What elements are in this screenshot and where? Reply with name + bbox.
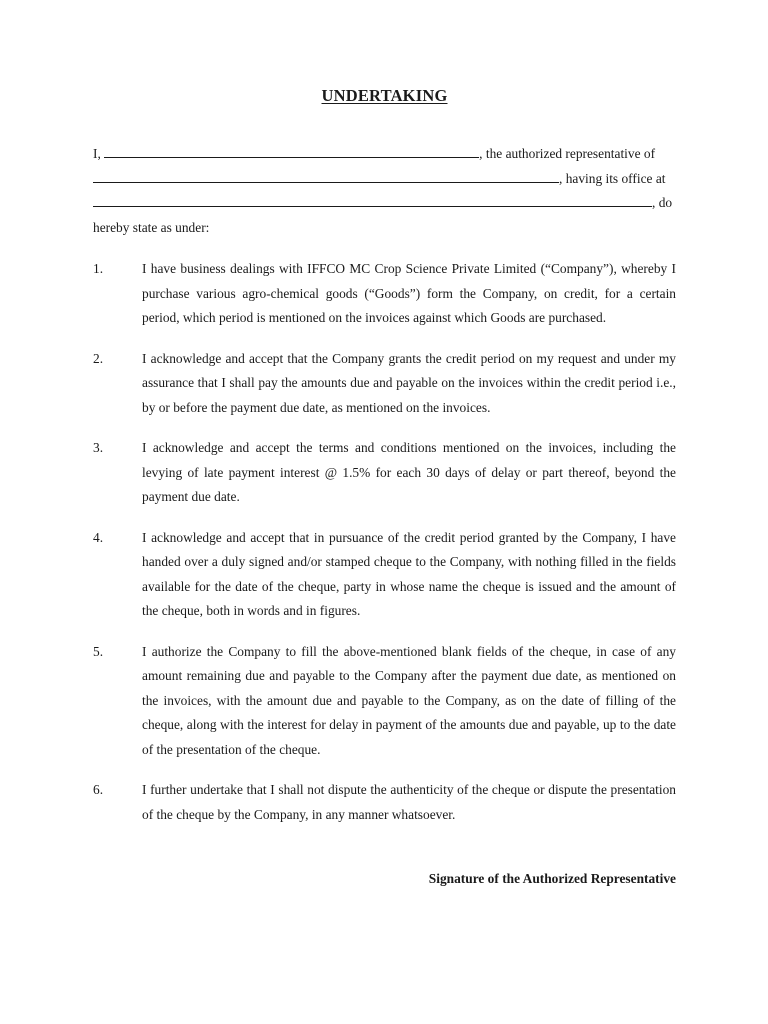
intro-suffix-3: , do [652,195,673,210]
item-text: I further undertake that I shall not dispute the authenticity of the cheque or dispute the presentation of the cheque by the Company, in any manner whatsoever. [142,782,676,822]
list-item [93,640,676,763]
item-text: I have business dealings with IFFCO MC Crop Science Private Limited (“Company”), whereby I purchase various agro-chemical goods (“Goods”) form the Company, on credit, for a certain period, which period is mentioned on the invoices against which Goods are purchased. [142,261,676,325]
intro-suffix-1: , the authorized representative of [479,146,656,161]
intro-paragraph [93,142,676,240]
name-blank-field [104,147,479,158]
item-number: 6. [93,782,104,797]
undertaking-list [93,257,676,827]
intro-line-2 [93,167,676,192]
list-item [93,257,676,331]
item-text: I authorize the Company to fill the above-mentioned blank fields of the cheque, in case of any amount remaining due and payable to the Company after the payment due date, as mentioned on the invoices, with the amount due and payable to the Company, as on the date of filling of the cheque, along with the interest for delay in payment of the amounts due and payable, up to the date of the presentation of the cheque. [142,643,676,757]
intro-line-3 [93,191,676,216]
item-text: I acknowledge and accept the terms and conditions mentioned on the invoices, including the levying of late payment interest @ 1.5% for each 30 days of delay or part thereof, beyond the payment due date. [142,440,676,504]
item-number: 4. [93,529,104,545]
item-number: 1. [93,261,104,276]
intro-line-1 [93,142,676,167]
document-page [93,86,676,887]
item-text: I acknowledge and accept that in pursuance of the credit period granted by the Company, I have handed over a duly signed and/or stamped cheque to the Company, with nothing filled in the fields available for the date of the cheque, party in whose name the cheque is issued and the amount of the cheque, both in words and in figures. [142,529,676,618]
list-item [93,778,676,827]
item-text: I acknowledge and accept that the Company grants the credit period on my request and under my assurance that I shall pay the amounts due and payable on the invoices within the credit period i.e., by or before the payment due date, as mentioned on the invoices. [142,350,676,415]
address-blank-field [93,196,652,207]
list-item [93,436,676,510]
intro-line-4: hereby state as under: [93,219,210,235]
company-blank-field [93,172,559,183]
item-number: 3. [93,440,104,455]
list-item [93,526,676,624]
intro-prefix: I, [93,146,101,161]
list-item [93,347,676,421]
item-number: 5. [93,643,104,659]
document-title: UNDERTAKING [321,86,448,105]
intro-suffix-2: , having its office at [559,170,666,186]
signature-label: Signature of the Authorized Representative [428,871,676,886]
item-number: 2. [93,350,104,366]
